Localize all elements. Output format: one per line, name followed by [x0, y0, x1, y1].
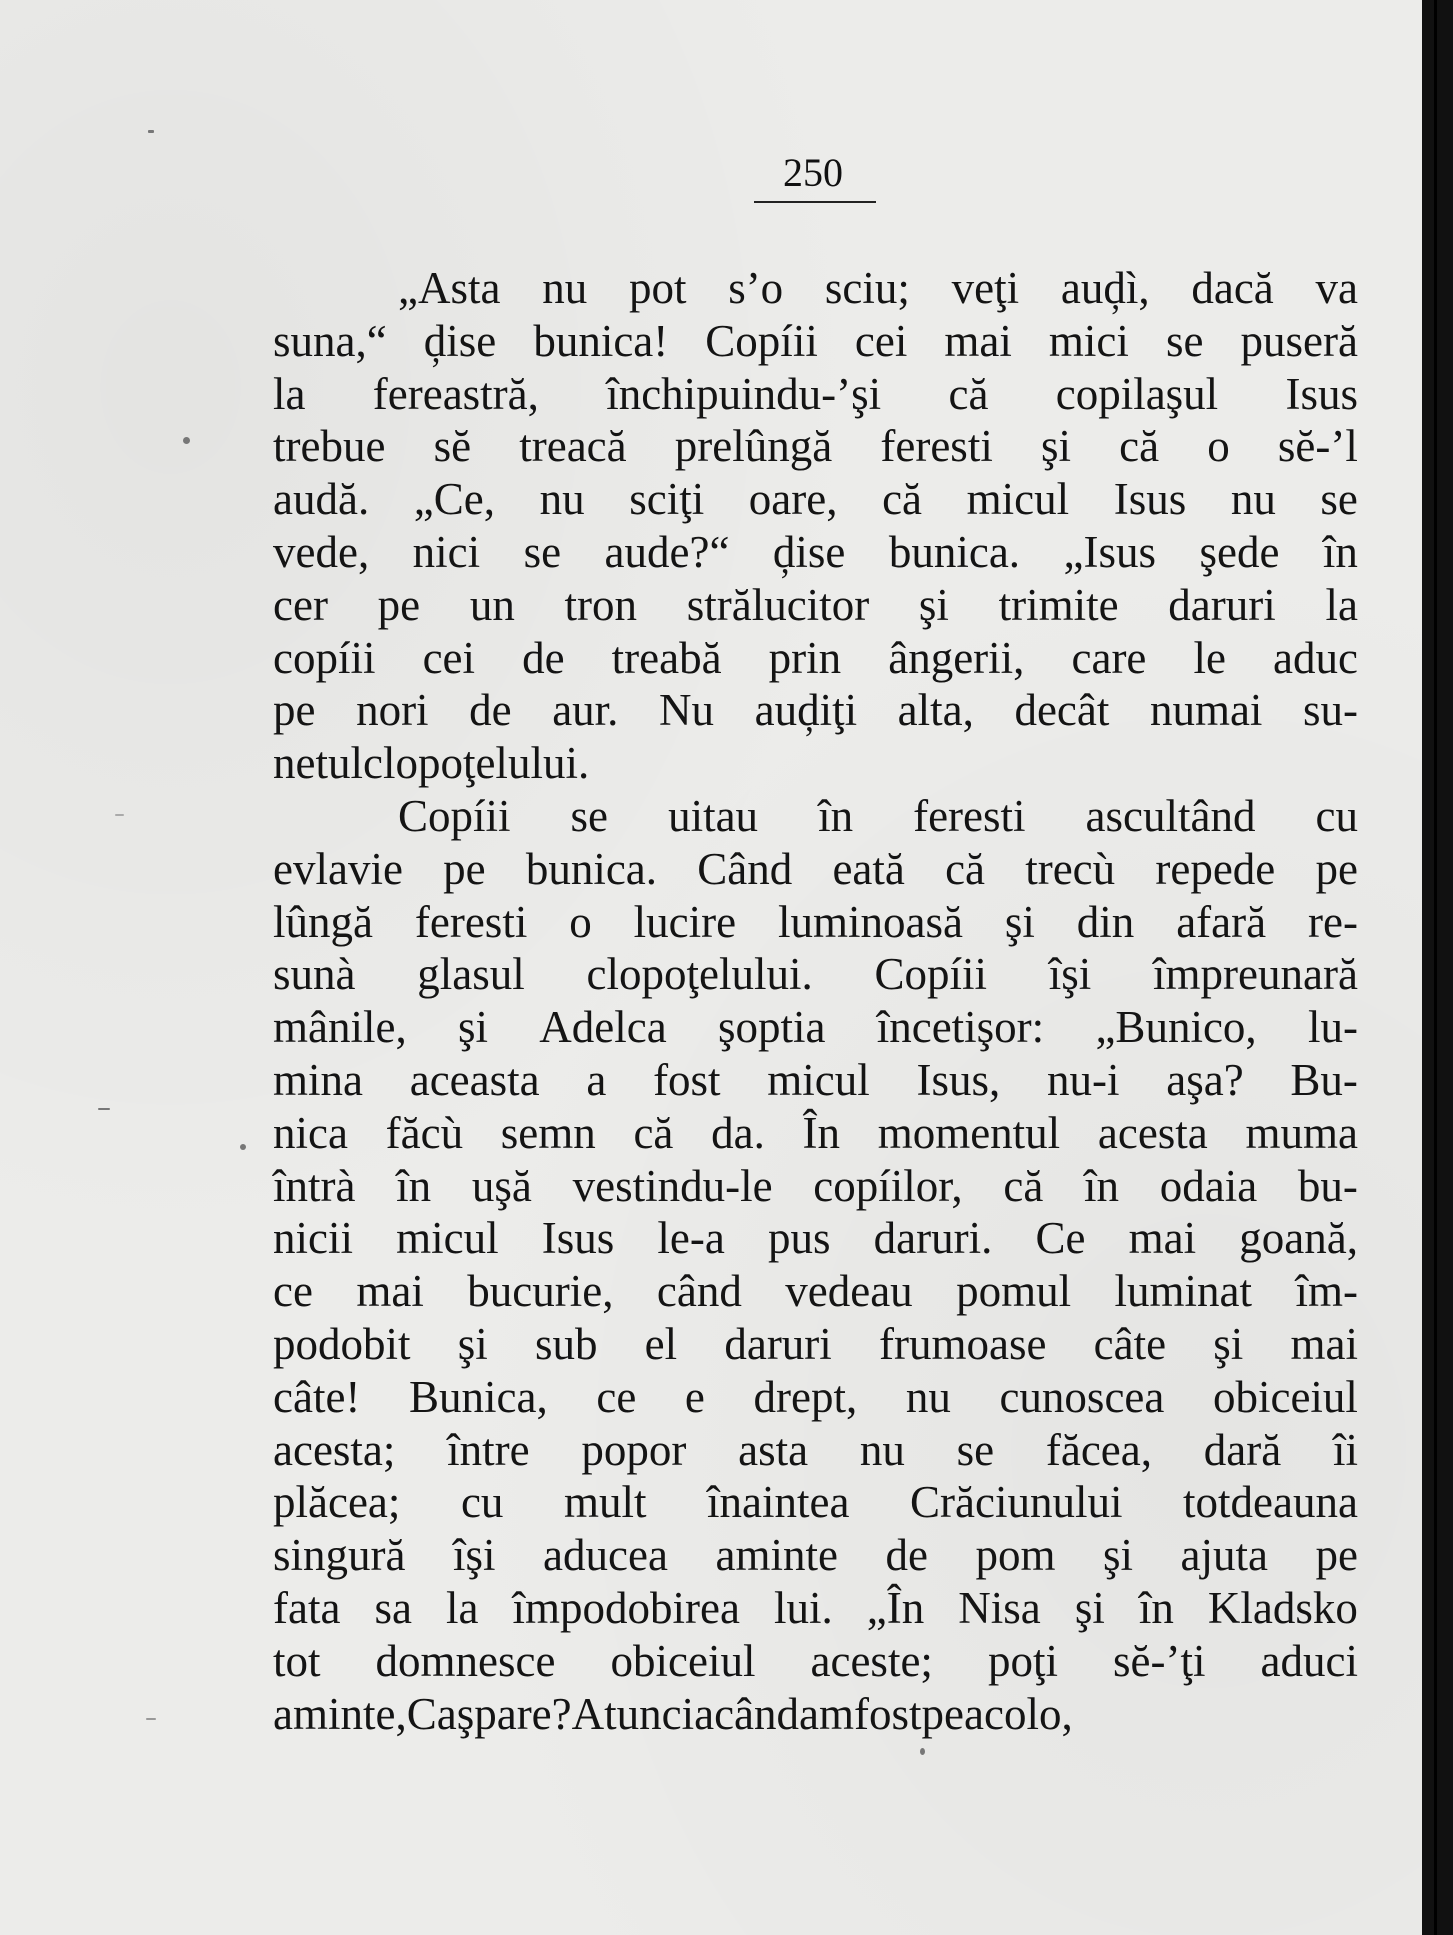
- text-line: [273, 1476, 1358, 1529]
- word: că: [633, 1107, 674, 1158]
- word: la: [273, 368, 306, 419]
- word: evlavie: [273, 843, 403, 894]
- word: sub: [534, 1318, 598, 1369]
- text-line: [273, 368, 1358, 421]
- word: e: [684, 1371, 705, 1422]
- text-line: [273, 1688, 1358, 1741]
- word: mai: [1128, 1213, 1197, 1264]
- word: în: [1084, 1160, 1120, 1211]
- word: nu: [542, 263, 588, 313]
- word: daruri.: [873, 1213, 993, 1264]
- word: auḑì,: [1060, 263, 1150, 313]
- word: îşi: [453, 1530, 496, 1581]
- word: se: [523, 526, 562, 577]
- word: şi: [1102, 1530, 1133, 1581]
- word: ce: [273, 1266, 313, 1317]
- scan-speck: [115, 814, 124, 816]
- word: le: [1193, 632, 1226, 683]
- word: prin: [768, 632, 842, 683]
- word: nori: [356, 685, 429, 736]
- word: dacă: [1191, 263, 1274, 313]
- scan-speck: [183, 437, 190, 444]
- word: de: [469, 685, 512, 736]
- word: podobit: [273, 1318, 411, 1369]
- word: mina: [273, 1054, 363, 1105]
- word: că: [882, 474, 923, 525]
- word: între: [447, 1424, 530, 1475]
- word: el: [644, 1318, 678, 1369]
- word: Bu-: [1290, 1054, 1358, 1105]
- word: că: [945, 843, 986, 894]
- word: bu-: [1297, 1160, 1358, 1211]
- word: şoptia: [717, 1002, 826, 1053]
- word: şi: [1074, 1582, 1105, 1633]
- word: aminte: [715, 1530, 838, 1581]
- word: se: [956, 1424, 995, 1475]
- word: câte: [1093, 1318, 1167, 1369]
- word: pe: [1315, 1530, 1358, 1581]
- word: Bunica,: [409, 1371, 548, 1422]
- word: Isus: [541, 1213, 615, 1264]
- word: Ce: [1035, 1213, 1086, 1264]
- word: aducea: [543, 1530, 668, 1581]
- text-line: [273, 790, 1358, 843]
- word: şi: [1004, 896, 1035, 947]
- word: acesta: [1097, 1107, 1208, 1158]
- text-line: [273, 1160, 1358, 1213]
- word: cunoscea: [999, 1371, 1165, 1422]
- word: sciţi: [629, 474, 705, 525]
- word: sĕ-’ţi: [1113, 1635, 1206, 1686]
- word: oare,: [748, 474, 838, 525]
- word: şi: [1213, 1318, 1244, 1369]
- word: În: [802, 1107, 841, 1158]
- word: nici: [412, 526, 481, 577]
- word: audă.: [273, 474, 370, 525]
- word: tot: [273, 1635, 321, 1686]
- word: făcù: [385, 1107, 464, 1158]
- word: şede: [1199, 526, 1280, 577]
- word: trecù: [1025, 843, 1116, 894]
- word: la: [1325, 579, 1358, 630]
- word: ḑise: [772, 526, 846, 577]
- word: că: [1003, 1160, 1044, 1211]
- word: aur.: [552, 685, 619, 736]
- word: afară: [1176, 896, 1267, 947]
- word: mânile,: [273, 1002, 407, 1053]
- word: dară: [1203, 1424, 1282, 1475]
- word: plăcea;: [273, 1477, 401, 1528]
- word: pus: [767, 1213, 831, 1264]
- word: ajuta: [1180, 1530, 1268, 1581]
- word: se: [570, 790, 609, 841]
- word: un: [469, 579, 515, 630]
- word: bunica!: [533, 315, 669, 366]
- word: frumoase: [879, 1318, 1047, 1369]
- word: micul: [966, 474, 1070, 525]
- word: când: [656, 1266, 742, 1317]
- word: şi: [457, 1002, 488, 1053]
- word: mai: [1290, 1318, 1358, 1369]
- word: netul: [273, 738, 363, 789]
- word: sciu;: [824, 263, 910, 313]
- word: prelûngă: [674, 421, 833, 472]
- word: feresti: [414, 896, 528, 947]
- word: Adelca: [539, 1002, 667, 1053]
- word: aşa?: [1166, 1054, 1244, 1105]
- text-line: [273, 896, 1358, 949]
- text-line: [273, 1529, 1358, 1582]
- word: în: [818, 790, 854, 841]
- word: nicii: [273, 1213, 353, 1264]
- body-text: [273, 262, 1358, 1740]
- word: da.: [711, 1107, 765, 1158]
- word: Atuncia: [571, 1688, 715, 1739]
- word: totdeauna: [1183, 1477, 1358, 1528]
- word: cu: [460, 1477, 504, 1528]
- word: treabă: [611, 632, 722, 683]
- word: popor: [581, 1424, 687, 1475]
- word: Kladsko: [1207, 1582, 1358, 1633]
- word: se: [1165, 315, 1204, 366]
- word: feresti: [880, 421, 993, 472]
- text-line: [273, 632, 1358, 685]
- scan-speck: [98, 1108, 110, 1110]
- word: lûngă: [273, 896, 373, 947]
- word: „În: [866, 1582, 925, 1633]
- word: obiceiul: [610, 1635, 756, 1686]
- word: în: [396, 1160, 432, 1211]
- word: nu: [539, 474, 585, 525]
- text-line: [273, 1212, 1358, 1265]
- text-line: [273, 526, 1358, 579]
- word: re-: [1308, 896, 1358, 947]
- word: înaintea: [707, 1477, 850, 1528]
- word: daruri: [724, 1318, 832, 1369]
- word: uşă: [471, 1160, 532, 1211]
- word: strălucitor: [686, 579, 870, 630]
- word: cei: [854, 315, 908, 366]
- word: întrà: [273, 1160, 356, 1211]
- word: nu: [1230, 474, 1276, 525]
- page-number-rule: [754, 201, 876, 203]
- word: copíilor,: [813, 1160, 963, 1211]
- word: sunà: [273, 949, 356, 1000]
- word: aude?“: [604, 526, 730, 577]
- word: nu: [905, 1371, 951, 1422]
- word: trebue: [273, 421, 386, 472]
- text-line: [273, 1318, 1358, 1371]
- page-number: 250: [783, 150, 843, 195]
- word: repede: [1155, 843, 1276, 894]
- word: am: [799, 1688, 855, 1739]
- text-line: [273, 315, 1358, 368]
- word: „Asta: [398, 263, 501, 313]
- word: Copíii: [705, 315, 818, 366]
- word: când: [714, 1688, 800, 1739]
- word: cu: [1315, 790, 1358, 841]
- word: de: [522, 632, 565, 683]
- word: daruri: [1168, 579, 1276, 630]
- scan-speck: [240, 1144, 246, 1150]
- word: bucurie,: [467, 1266, 614, 1317]
- word: clopoţelului.: [362, 738, 590, 789]
- text-line: [273, 684, 1358, 737]
- word: luminat: [1114, 1266, 1253, 1317]
- word: alta,: [897, 685, 974, 736]
- scan-speck: [148, 130, 154, 133]
- word: o: [569, 896, 592, 947]
- word: o: [1207, 421, 1230, 472]
- word: feresti: [913, 790, 1026, 841]
- word: a: [586, 1054, 607, 1105]
- scan-speck: [920, 1748, 925, 1755]
- word: Isus: [1285, 368, 1358, 419]
- word: că: [1119, 421, 1160, 472]
- word: Crăciunului: [910, 1477, 1123, 1528]
- text-line: [273, 1424, 1358, 1477]
- word: nica: [273, 1107, 348, 1158]
- text-line: [273, 1054, 1358, 1107]
- word: încetişor:: [876, 1002, 1045, 1053]
- text-line: [273, 737, 1358, 790]
- word: pe: [273, 685, 316, 736]
- text-line: [273, 1635, 1358, 1688]
- word: fereastră,: [372, 368, 539, 419]
- word: vede,: [273, 526, 370, 577]
- text-line: [273, 948, 1358, 1001]
- word: câte!: [273, 1371, 361, 1422]
- word: Copíii: [398, 790, 511, 841]
- word: sa: [374, 1582, 412, 1633]
- word: şi: [1040, 421, 1071, 472]
- page-edge-rule: [1434, 0, 1437, 1935]
- word: ce: [596, 1371, 637, 1422]
- word: copíii: [273, 632, 376, 683]
- word: poţi: [987, 1635, 1058, 1686]
- word: se: [1320, 474, 1358, 525]
- word: pot: [628, 263, 687, 313]
- text-line: [273, 1371, 1358, 1424]
- word: nu-i: [1047, 1054, 1120, 1105]
- text-line: [273, 420, 1358, 473]
- word: copilaşul: [1055, 368, 1219, 419]
- word: pe: [377, 579, 421, 630]
- word: lucire: [633, 896, 737, 947]
- word: „Isus: [1063, 526, 1156, 577]
- word: puseră: [1240, 315, 1358, 366]
- word: vedeau: [785, 1266, 913, 1317]
- text-line: [273, 262, 1358, 315]
- text-line: [273, 1265, 1358, 1318]
- word: mai: [944, 315, 1012, 366]
- word: bunica.: [888, 526, 1021, 577]
- word: acesta;: [273, 1424, 396, 1475]
- text-line: [273, 473, 1358, 526]
- word: ḑise: [423, 315, 497, 366]
- word: obiceiul: [1212, 1371, 1358, 1422]
- word: îi: [1332, 1424, 1358, 1475]
- word: de: [885, 1530, 928, 1581]
- word: le-a: [657, 1213, 725, 1264]
- word: închipuindu-’şi: [606, 368, 882, 419]
- word: odaia: [1159, 1160, 1258, 1211]
- word: la: [446, 1582, 479, 1633]
- word: asta: [738, 1424, 809, 1475]
- word: şi: [918, 579, 949, 630]
- word: fata: [273, 1582, 341, 1633]
- word: eată: [832, 843, 905, 894]
- word: lui.: [774, 1582, 833, 1633]
- word: mult: [563, 1477, 647, 1528]
- word: tron: [564, 579, 638, 630]
- word: singură: [273, 1530, 406, 1581]
- word: luminoasă: [777, 896, 963, 947]
- word: muma: [1245, 1107, 1358, 1158]
- word: Nisa: [958, 1582, 1041, 1633]
- word: îşi: [1048, 949, 1092, 1000]
- word: din: [1076, 896, 1135, 947]
- word: ascultând: [1085, 790, 1256, 841]
- word: micul: [767, 1054, 870, 1105]
- word: su-: [1303, 685, 1358, 736]
- word: mai: [356, 1266, 424, 1317]
- word: bunica.: [525, 843, 658, 894]
- word: care: [1071, 632, 1147, 683]
- word: trimite: [998, 579, 1119, 630]
- word: făcea,: [1045, 1424, 1152, 1475]
- word: clopoţelului.: [586, 949, 813, 1000]
- word: aceasta: [409, 1054, 540, 1105]
- word: pomul: [956, 1266, 1072, 1317]
- word: îm-: [1295, 1266, 1358, 1317]
- text-line: [273, 579, 1358, 632]
- word: cer: [273, 579, 328, 630]
- word: fost: [653, 1054, 721, 1105]
- word: în: [1138, 1582, 1174, 1633]
- word: lu-: [1307, 1002, 1358, 1053]
- word: aduc: [1273, 632, 1358, 683]
- word: s’o: [728, 263, 784, 313]
- word: numai: [1149, 685, 1263, 736]
- word: uitau: [668, 790, 759, 841]
- word: fost: [854, 1688, 922, 1739]
- word: pe: [443, 843, 486, 894]
- word: Când: [697, 843, 793, 894]
- word: „Bunico,: [1095, 1002, 1257, 1053]
- word: drept,: [753, 1371, 858, 1422]
- text-line: [273, 1582, 1358, 1635]
- text-line: [273, 1107, 1358, 1160]
- word: acolo,: [964, 1688, 1073, 1739]
- word: împodobirea: [512, 1582, 740, 1633]
- word: în: [1322, 526, 1358, 577]
- text-line: [273, 1001, 1358, 1054]
- scan-speck: [146, 1718, 156, 1720]
- word: pe: [1315, 843, 1358, 894]
- word: împreunară: [1153, 949, 1358, 1000]
- word: Nu: [659, 685, 715, 736]
- word: treacă: [519, 421, 627, 472]
- word: nu: [859, 1424, 905, 1475]
- word: sĕ: [433, 421, 472, 472]
- word: mici: [1048, 315, 1129, 366]
- page-edge-shadow: [1422, 0, 1453, 1935]
- word: şi: [457, 1318, 488, 1369]
- word: aceste;: [810, 1635, 933, 1686]
- word: goană,: [1239, 1213, 1358, 1264]
- word: Copíii: [874, 949, 987, 1000]
- word: Caşpare?: [406, 1688, 572, 1739]
- word: sĕ-’l: [1277, 421, 1358, 472]
- word: suna,“: [273, 315, 387, 366]
- word: Isus: [1113, 474, 1187, 525]
- word: domnesce: [375, 1635, 556, 1686]
- word: auḑiţi: [754, 685, 858, 736]
- word: „Ce,: [413, 474, 496, 525]
- text-line: [273, 843, 1358, 896]
- word: aminte,: [273, 1688, 407, 1739]
- word: vestindu-le: [572, 1160, 773, 1211]
- word: veţi: [951, 263, 1020, 313]
- word: aduci: [1260, 1635, 1358, 1686]
- word: că: [948, 368, 989, 419]
- word: pe: [921, 1688, 964, 1739]
- word: cei: [422, 632, 476, 683]
- word: pom: [975, 1530, 1056, 1581]
- word: glasul: [417, 949, 525, 1000]
- word: va: [1315, 263, 1358, 313]
- word: micul: [396, 1213, 499, 1264]
- word: ângerii,: [888, 632, 1025, 683]
- word: decât: [1014, 685, 1110, 736]
- word: momentul: [877, 1107, 1061, 1158]
- word: semn: [500, 1107, 596, 1158]
- word: Isus,: [916, 1054, 1001, 1105]
